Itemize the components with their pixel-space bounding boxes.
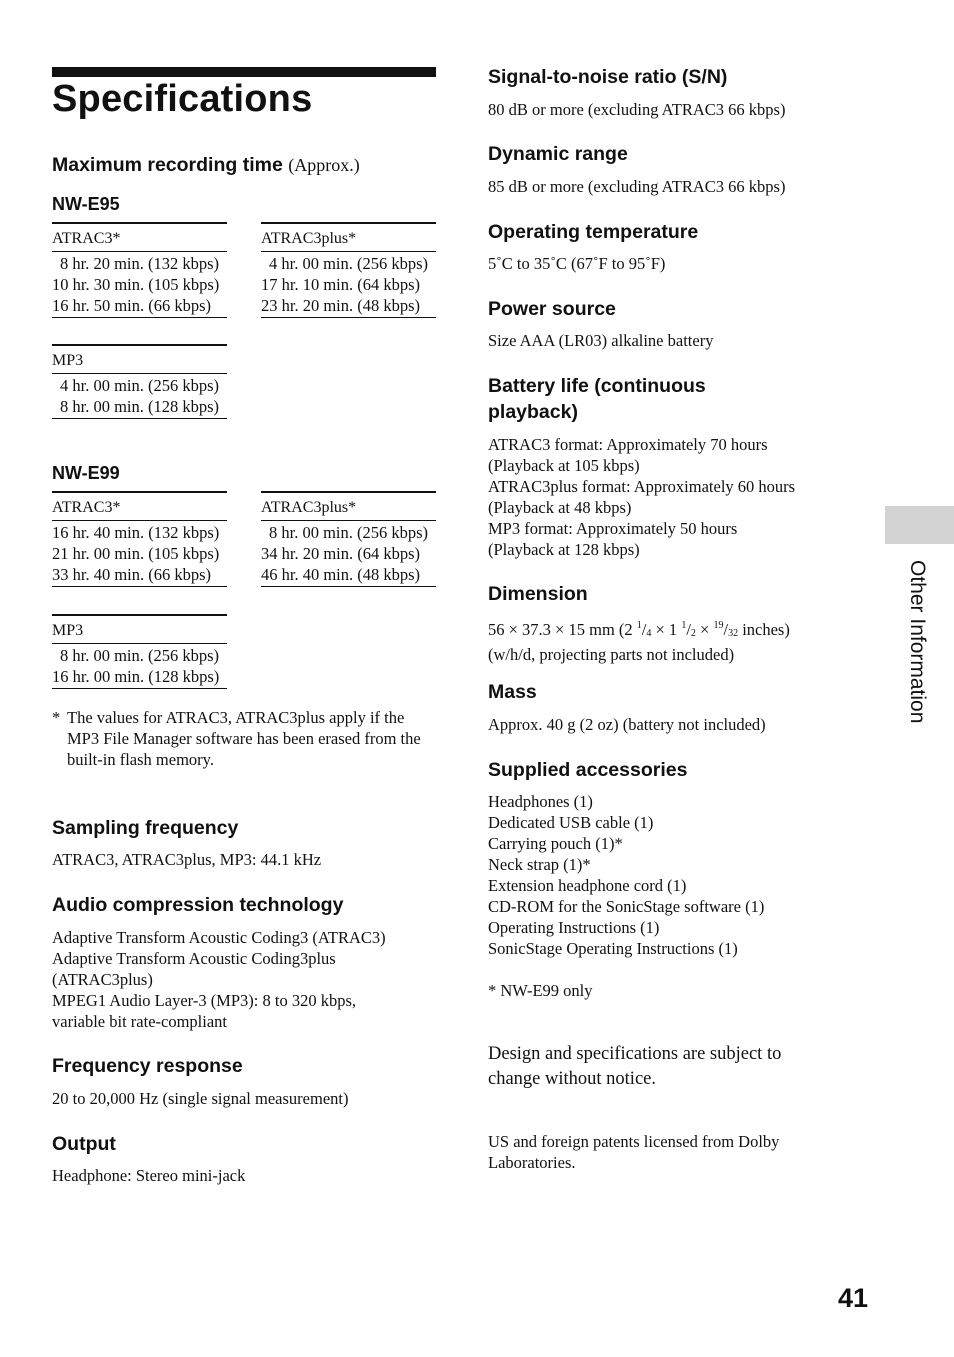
- table-row: 8 hr. 00 min. (128 kbps): [60, 397, 220, 416]
- nw-e95-atrac3-table: [52, 222, 227, 318]
- table-row: 8 hr. 20 min. (132 kbps): [60, 254, 220, 273]
- table-row: 10 hr. 30 min. (105 kbps): [52, 275, 220, 294]
- list-item: Operating Instructions (1): [488, 918, 660, 937]
- fraction-numerator: 19: [713, 620, 724, 631]
- title-rule: [52, 67, 436, 77]
- output-text: Headphone: Stereo mini-jack: [52, 1166, 246, 1185]
- table-row: 21 hr. 00 min. (105 kbps): [52, 544, 220, 563]
- table-row: 33 hr. 40 min. (66 kbps): [52, 565, 212, 584]
- nw-e95-mp3-table: [52, 344, 227, 419]
- text-line: Adaptive Transform Acoustic Coding3plus: [52, 949, 336, 968]
- text-line: Laboratories.: [488, 1153, 576, 1172]
- dimension-line-1: 56 × 37.3 × 15 mm (2 $^1/_4 \times 1$ $^1/_2 \times ^{19}/_{32}$ inches): [488, 620, 790, 639]
- text-line: (Playback at 105 kbps): [488, 456, 640, 475]
- text-line: US and foreign patents licensed from Dolby: [488, 1132, 780, 1151]
- list-item: Carrying pouch (1)*: [488, 834, 623, 853]
- text-line: (Playback at 48 kbps): [488, 498, 632, 517]
- text-line: MPEG1 Audio Layer-3 (MP3): 8 to 320 kbps,: [52, 991, 356, 1010]
- dim-part: ×: [695, 620, 714, 639]
- table-row: 46 hr. 40 min. (48 kbps): [261, 565, 421, 584]
- model-nw-e95-label: NW-E95: [52, 194, 120, 214]
- table-row: 16 hr. 40 min. (132 kbps): [52, 523, 220, 542]
- table-row: 17 hr. 10 min. (64 kbps): [261, 275, 421, 294]
- table-row: 8 hr. 00 min. (256 kbps): [60, 646, 220, 665]
- dim-part: inches): [738, 620, 790, 639]
- table-row: 23 hr. 20 min. (48 kbps): [261, 296, 421, 315]
- dimension-heading: Dimension: [488, 583, 588, 605]
- power-heading: Power source: [488, 298, 616, 320]
- text-line: MP3 format: Approximately 50 hours: [488, 519, 738, 538]
- temperature-text: 5˚C to 35˚C (67˚F to 95˚F): [488, 254, 666, 273]
- nw-e95-atrac3plus-table: [261, 222, 436, 318]
- list-item: Dedicated USB cable (1): [488, 813, 654, 832]
- side-tab-label: Other Information: [906, 560, 929, 724]
- accessories-heading: Supplied accessories: [488, 759, 688, 781]
- sampling-text: ATRAC3, ATRAC3plus, MP3: 44.1 kHz: [52, 850, 322, 869]
- text-line: (ATRAC3plus): [52, 970, 153, 989]
- table-header: ATRAC3*: [52, 493, 227, 521]
- footnote-mark: *: [52, 708, 61, 727]
- output-heading: Output: [52, 1133, 116, 1155]
- heading-line: Battery life (continuous: [488, 375, 706, 397]
- audio-compression-text: [52, 927, 386, 1032]
- max-recording-heading: [52, 152, 360, 178]
- text-line: Design and specifications are subject to: [488, 1044, 782, 1064]
- table-header: ATRAC3plus*: [261, 493, 436, 521]
- battery-text: [488, 434, 795, 560]
- list-item: Headphones (1): [488, 792, 593, 811]
- list-item: Neck strap (1)*: [488, 855, 591, 874]
- accessories-list: [488, 791, 764, 959]
- model-nw-e99-label: NW-E99: [52, 463, 120, 483]
- dimension-line-2: (w/h/d, projecting parts not included): [488, 645, 735, 664]
- frequency-text: 20 to 20,000 Hz (single signal measurement): [52, 1089, 349, 1108]
- fraction-denominator: 32: [728, 628, 739, 639]
- fraction-numerator: 1: [681, 620, 687, 631]
- power-text: Size AAA (LR03) alkaline battery: [488, 331, 714, 350]
- page-number: 41: [838, 1283, 869, 1313]
- table-header: MP3: [52, 346, 227, 374]
- text-line: variable bit rate-compliant: [52, 1012, 228, 1031]
- nw-e99-mp3-table: [52, 614, 227, 689]
- fraction-denominator: 2: [690, 628, 696, 639]
- battery-heading: [488, 373, 706, 425]
- mass-text: Approx. 40 g (2 oz) (battery not included): [488, 715, 766, 734]
- snr-text: 80 dB or more (excluding ATRAC3 66 kbps): [488, 100, 786, 119]
- text-line: change without notice.: [488, 1069, 656, 1089]
- dynamic-range-text: 85 dB or more (excluding ATRAC3 66 kbps): [488, 177, 786, 196]
- footnote-text: The values for ATRAC3, ATRAC3plus apply if the MP3 File Manager software has been erased from the built-in flash memory.: [67, 708, 421, 769]
- max-recording-heading-text: Maximum recording time: [52, 154, 283, 176]
- temperature-heading: Operating temperature: [488, 221, 699, 243]
- notice-text: [488, 1042, 781, 1092]
- text-line: ATRAC3plus format: Approximately 60 hours: [488, 477, 796, 496]
- snr-heading: Signal-to-noise ratio (S/N): [488, 66, 728, 88]
- text-line: ATRAC3 format: Approximately 70 hours: [488, 435, 768, 454]
- dim-part: 56 × 37.3 × 15 mm (2: [488, 620, 637, 639]
- mass-heading: Mass: [488, 681, 537, 703]
- nw-e99-atrac3plus-table: [261, 491, 436, 587]
- table-row: 4 hr. 00 min. (256 kbps): [269, 254, 429, 273]
- dimension-text: [488, 615, 790, 665]
- list-item: SonicStage Operating Instructions (1): [488, 939, 738, 958]
- frequency-heading: Frequency response: [52, 1055, 243, 1077]
- table-header: MP3: [52, 616, 227, 644]
- table-row: 16 hr. 50 min. (66 kbps): [52, 296, 212, 315]
- nw-e99-atrac3-table: [52, 491, 227, 587]
- list-item: Extension headphone cord (1): [488, 876, 687, 895]
- table-row: 4 hr. 00 min. (256 kbps): [60, 376, 220, 395]
- table-header: ATRAC3plus*: [261, 224, 436, 252]
- fraction-denominator: 4: [646, 628, 652, 639]
- table-row: 8 hr. 00 min. (256 kbps): [269, 523, 429, 542]
- table-header: ATRAC3*: [52, 224, 227, 252]
- accessories-note: * NW-E99 only: [488, 981, 593, 1000]
- side-tab-marker: [885, 506, 954, 544]
- table-row: 34 hr. 20 min. (64 kbps): [261, 544, 421, 563]
- text-line: (Playback at 128 kbps): [488, 540, 640, 559]
- page-title: Specifications: [52, 78, 313, 120]
- max-recording-note: (Approx.): [288, 155, 360, 175]
- audio-compression-heading: Audio compression technology: [52, 894, 344, 916]
- sampling-heading: Sampling frequency: [52, 817, 239, 839]
- heading-line: playback): [488, 401, 578, 423]
- list-item: CD-ROM for the SonicStage software (1): [488, 897, 765, 916]
- fraction-numerator: 1: [636, 620, 642, 631]
- text-line: Adaptive Transform Acoustic Coding3 (ATRAC3): [52, 928, 386, 947]
- dim-part: × 1: [651, 620, 682, 639]
- patent-text: [488, 1131, 779, 1173]
- table-row: 16 hr. 00 min. (128 kbps): [52, 667, 220, 686]
- dynamic-range-heading: Dynamic range: [488, 143, 628, 165]
